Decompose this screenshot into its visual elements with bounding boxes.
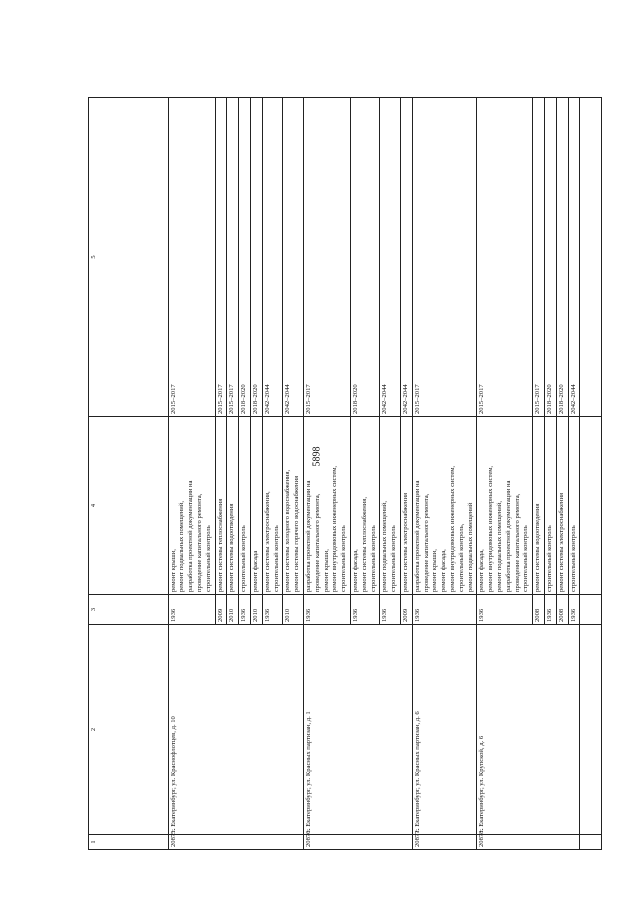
period-cell: 2018–2020	[350, 98, 379, 417]
table-row	[412, 98, 477, 850]
header-cell: 4	[89, 417, 169, 595]
work-type-cell: строительный контроль	[544, 417, 556, 595]
period-cell: 2015–2017	[227, 98, 239, 417]
row-number-cell: 20878.	[477, 835, 580, 850]
page-number-text: 5898	[311, 446, 323, 466]
work-type-cell: ремонт системы электроснабжения, строительный контроль	[262, 417, 283, 595]
table-body	[89, 98, 602, 850]
header-cell: 3	[89, 595, 169, 625]
period-cell: 2042–2044	[400, 98, 412, 417]
work-type-cell: ремонт системы холодного водоснабжения, ремонт системы горячего водоснабжения	[283, 417, 304, 595]
period-cell: 2015–2017	[412, 98, 477, 417]
year-cell: 1936	[262, 595, 283, 625]
period-cell: 2042–2044	[380, 98, 401, 417]
year-cell: 2008	[533, 595, 545, 625]
period-cell: 2015–2017	[477, 98, 533, 417]
header-cell: 1	[89, 835, 169, 850]
work-type-cell: ремонт крыши, ремонт подвальных помещений, разработка проектной документации на проведение капитального ремонта, строительный контроль	[168, 417, 215, 595]
row-number-cell: 20876.	[303, 835, 412, 850]
header-row	[89, 98, 169, 850]
header-cell: 5	[89, 98, 169, 417]
row-number-cell: 20875.	[168, 835, 303, 850]
empty-cell	[580, 625, 602, 835]
period-cell: 2015–2017	[168, 98, 215, 417]
year-cell: 1936	[380, 595, 401, 625]
empty-cell	[580, 417, 602, 595]
year-cell: 1936	[412, 595, 477, 625]
year-cell: 1936	[544, 595, 556, 625]
work-type-cell: ремонт системы водоотведения	[227, 417, 239, 595]
year-cell: 1936	[350, 595, 379, 625]
period-cell: 2015–2017	[215, 98, 227, 417]
period-cell: 2042–2044	[568, 98, 580, 417]
repair-schedule-table	[88, 97, 602, 850]
year-cell: 1936	[239, 595, 251, 625]
work-type-cell: строительный контроль	[568, 417, 580, 595]
table-row	[580, 98, 602, 850]
table-row	[303, 98, 350, 850]
year-cell: 2010	[283, 595, 304, 625]
row-number-cell: 20877.	[412, 835, 477, 850]
work-type-cell: ремонт системы электроснабжения	[556, 417, 568, 595]
work-type-cell: ремонт системы теплоснабжения	[215, 417, 227, 595]
year-cell: 2009	[215, 595, 227, 625]
address-cell: г. Екатеринбург, ул. Красных партизан, д. 1	[303, 625, 412, 835]
period-cell: 2042–2044	[283, 98, 304, 417]
empty-cell	[580, 98, 602, 417]
work-type-cell: разработка проектной документации на проведение капитального ремонта, ремонт крыши, ремонт фасада, ремонт внутридомовых инженерных систем, строительный контроль, ремонт подвальных помещений	[412, 417, 477, 595]
year-cell: 2010	[227, 595, 239, 625]
table-row	[477, 98, 533, 850]
address-cell: г. Екатеринбург, ул. Красных партизан, д. 6	[412, 625, 477, 835]
period-cell: 2018–2020	[544, 98, 556, 417]
work-type-cell: ремонт фасада, ремонт внутридомовых инженерных систем, ремонт подвальных помещений, разработка проектной документации на проведение капитального ремонта, строительный контроль	[477, 417, 533, 595]
year-cell: 2008	[556, 595, 568, 625]
rotated-page	[88, 97, 602, 850]
address-cell: г. Екатеринбург, ул. Крупской, д. 6	[477, 625, 580, 835]
period-cell: 2015–2017	[533, 98, 545, 417]
year-cell: 1936	[168, 595, 215, 625]
year-cell: 1936	[568, 595, 580, 625]
work-type-cell: ремонт фасада, ремонт системы теплоснабжения, строительный контроль	[350, 417, 379, 595]
work-type-cell: ремонт системы электроснабжения	[400, 417, 412, 595]
period-cell: 2042–2044	[262, 98, 283, 417]
period-cell: 2018–2020	[239, 98, 251, 417]
empty-cell	[580, 595, 602, 625]
work-type-cell: строительный контроль	[239, 417, 251, 595]
work-type-cell: разработка проектной документации на проведение капитального ремонта, ремонт крыши, ремонт внутридомовых инженерных систем, строительный контроль	[303, 417, 350, 595]
year-cell: 2010	[250, 595, 262, 625]
period-cell: 2015–2017	[303, 98, 350, 417]
address-cell: г. Екатеринбург, ул. Краснофлотцев, д. 10	[168, 625, 303, 835]
work-type-cell: ремонт системы водоотведения	[533, 417, 545, 595]
empty-cell	[580, 835, 602, 850]
year-cell: 2009	[400, 595, 412, 625]
header-cell: 2	[89, 625, 169, 835]
period-cell: 2018–2020	[250, 98, 262, 417]
work-type-cell: ремонт подвальных помещений, строительный контроль	[380, 417, 401, 595]
table-row	[168, 98, 215, 850]
period-cell: 2018–2020	[556, 98, 568, 417]
work-type-cell: ремонт фасада	[250, 417, 262, 595]
year-cell: 1936	[303, 595, 350, 625]
document-table-area	[88, 97, 602, 850]
year-cell: 1936	[477, 595, 533, 625]
